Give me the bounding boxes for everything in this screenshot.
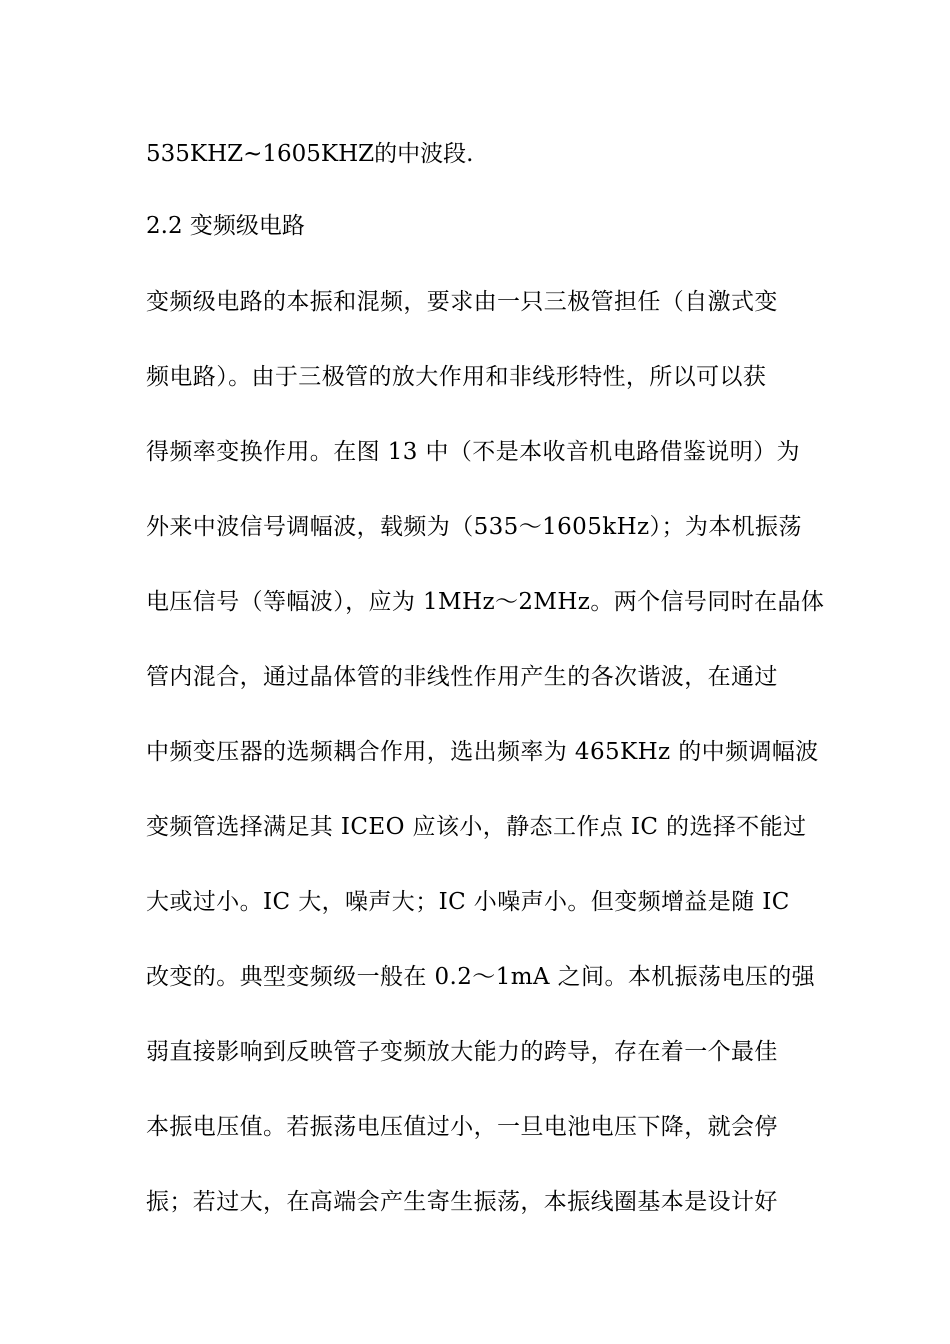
paragraph-line: 管内混合，通过晶体管的非线性作用产生的各次谐波，在通过 (146, 664, 778, 690)
paragraph-line: 频电路）。由于三极管的放大作用和非线形特性，所以可以获 (146, 364, 767, 390)
section-heading: 2.2 变频级电路 (146, 213, 305, 239)
paragraph-line: 变频管选择满足其 ICEO 应该小，静态工作点 IC 的选择不能过 (146, 814, 807, 840)
paragraph-line: 得频率变换作用。在图 13 中（不是本收音机电路借鉴说明）为 (146, 439, 800, 465)
paragraph-line: 改变的。典型变频级一般在 0.2～1mA 之间。本机振荡电压的强 (146, 964, 816, 990)
paragraph-line: 电压信号（等幅波），应为 1MHz～2MHz。两个信号同时在晶体 (146, 589, 825, 615)
paragraph-line: 振；若过大，在高端会产生寄生振荡，本振线圈基本是设计好 (146, 1189, 778, 1215)
paragraph-line: 大或过小。IC 大，噪声大；IC 小噪声小。但变频增益是随 IC (146, 889, 790, 915)
paragraph-line: 本振电压值。若振荡电压值过小，一旦电池电压下降，就会停 (146, 1114, 778, 1140)
paragraph-line: 变频级电路的本振和混频，要求由一只三极管担任（自激式变 (146, 289, 778, 315)
intro-line: 535KHZ~1605KHZ的中波段. (146, 141, 474, 167)
paragraph-line: 外来中波信号调幅波，载频为（535～1605kHz）；为本机振荡 (146, 514, 802, 540)
paragraph-line: 中频变压器的选频耦合作用，选出频率为 465KHz 的中频调幅波 (146, 739, 819, 765)
paragraph-line: 弱直接影响到反映管子变频放大能力的跨导，存在着一个最佳 (146, 1039, 778, 1065)
